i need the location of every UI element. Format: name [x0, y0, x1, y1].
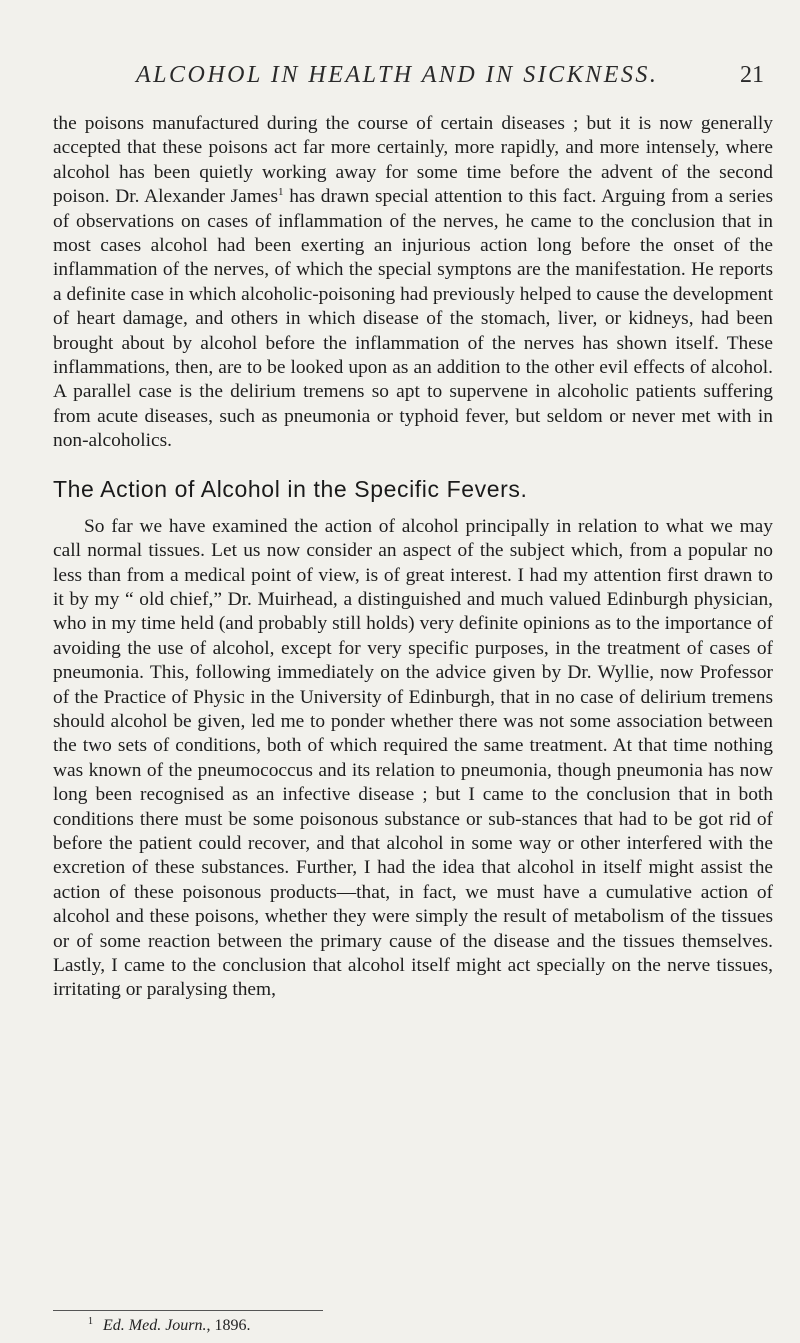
paragraph-2: So far we have examined the action of alcohol principally in relation to what we may call normal tissues. Let us now consider an aspect of the subject which, from a popular no less than from a medical point of view, is of great interest. I had my attention first drawn to it by my “ old chief,” Dr. Muirhead, a distinguished and much valued Edinburgh physician, who in my time held (and probably still holds) very definite opinions as to the importance of avoiding the use of alcohol, except for very specific purposes, in the treatment of cases of pneumonia. This, following immediately on the advice given by Dr. Wyllie, now Professor of the Practice of Physic in the University of Edinburgh, that in no case of delirium tremens should alcohol be given, led me to ponder whether there was not some association between the two sets of conditions, both of which required the same treatment. At that time nothing was known of the pneumococcus and its relation to pneumonia, though pneumonia has now long been recognised as an infective disease ; but I came to the conclusion that in both conditions there must be some poisonous substance or sub-stances that had to be got rid of before the patient could recover, and that alcohol in some way or other interfered with the excretion of these substances. Further, I had the idea that alcohol in itself might assist the action of these poisonous products—that, in fact, we must have a cumulative action of alcohol and these poisons, whether they were simply the result of metabolism of the tissues or of some reaction between the primary cause of the disease and the tissues themselves. Lastly, I came to the conclusion that alcohol itself might act specially on the nerve tissues, irritating or paralysing them, — [53, 515, 773, 1001]
footnote-mark: 1 — [88, 1316, 93, 1327]
footnote-source: Ed. Med. Journ. — [103, 1317, 207, 1334]
footnote-reference: 1 — [278, 186, 284, 199]
footnote-divider — [53, 1310, 323, 1311]
paragraph-1-text-b: has drawn special attention to this fact. Arguing from a series of observations on cases of inflammation of the nerves, he came to the conclusion that in most cases alcohol had been exerting an injurious action long before the onset of the inflammation of the nerves, of which the special symptons are the manifestation. He reports a definite case in which alcoholic-poisoning had previously helped to cause the development of heart damage, and others in which disease of the stomach, liver, or kidneys, had been brought about by alcohol before the inflammation of the nerves has shown itself. These inflammations, then, are to be looked upon as an addition to the other evil effects of alcohol. A parallel case is the delirium tremens so apt to supervene in alcoholic patients suffering from acute diseases, such as pneumonia or typhoid fever, but seldom or never met with in non-alcoholics. — [53, 186, 773, 452]
page-number: 21 — [740, 62, 764, 88]
paragraph-continued — [53, 112, 773, 454]
running-header — [136, 62, 776, 92]
page-body — [53, 112, 773, 1003]
running-head-title: ALCOHOL IN HEALTH AND IN SICKNESS. — [136, 62, 659, 88]
footnote — [88, 1316, 251, 1335]
section-heading: The Action of Alcohol in the Specific Fevers. — [53, 475, 528, 502]
footnote-year: , 1896. — [206, 1317, 251, 1334]
paragraph-1-text-a: the poisons manufactured during the course of certain diseases ; but it is now generally accepted that these poisons act far more certainly, more rapidly, and more intensely, where alcohol has been quietly working away for some time before the advent of the second poison. Dr. Alexander James — [53, 113, 773, 208]
